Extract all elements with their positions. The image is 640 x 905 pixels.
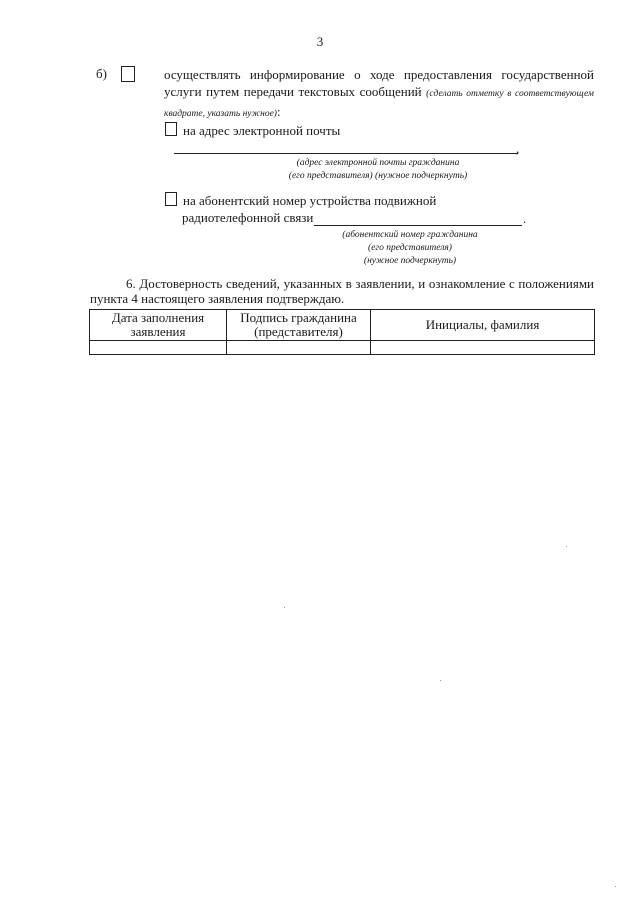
phone-checkbox[interactable] [165,192,177,206]
header-signature-line-2: (представителя) [254,324,343,339]
email-checkbox[interactable] [165,122,177,136]
section-b-marker: б) [96,66,107,81]
phone-caption [320,229,500,268]
phone-option-label-line-1: на абонентский номер устройства подвижной [183,193,437,208]
phone-caption-line-2: (его представителя) [368,243,452,253]
email-caption-line-1: (адрес электронной почты гражданина [296,158,460,168]
email-input-line[interactable] [174,153,518,154]
cell-initials[interactable] [371,341,595,355]
signature-table-row [90,341,595,355]
email-line-comma: , [516,141,520,156]
email-caption-line-2: (его представителя) (нужное подчеркнуть) [288,171,468,181]
section-b-checkbox[interactable] [121,66,135,82]
signature-table-header [90,310,595,341]
scan-speck [284,607,285,608]
scan-speck [615,886,616,887]
email-option-label: на адрес электронной почты [183,123,341,138]
section-b-colon: : [276,104,281,119]
header-fill-date [90,310,227,341]
phone-caption-line-3: (нужное подчеркнуть) [363,256,457,266]
email-caption [268,157,488,183]
header-fill-date-line-1: Дата заполнения [111,310,205,325]
signature-table [89,309,595,355]
phone-option-label-line-2: радиотелефонной связи [182,210,314,225]
section-b-hint: (сделать отметку в соответствующем квадрате, указать нужное) [164,89,594,119]
item-6-confirmation: 6. Достоверность сведений, указанных в заявлении, и ознакомление с положениями пункта 4 настоящего заявления подтверждаю. [90,276,594,306]
section-b-main-text: осуществлять информирование о ходе предоставления государственной услуги путем передачи текстовых сообщений [164,67,594,99]
header-signature-line-1: Подпись гражданина [240,310,357,325]
phone-input-line[interactable] [314,225,522,226]
scan-speck [440,680,441,681]
cell-fill-date[interactable] [90,341,227,355]
header-initials: Инициалы, фамилия [371,310,595,341]
section-b-text [164,66,594,123]
header-signature [227,310,371,341]
scan-speck [566,546,567,547]
page-number: 3 [316,34,324,49]
phone-line-period: . [523,211,527,226]
phone-caption-line-1: (абонентский номер гражданина [342,230,478,240]
header-fill-date-line-2: заявления [130,324,186,339]
cell-signature[interactable] [227,341,371,355]
